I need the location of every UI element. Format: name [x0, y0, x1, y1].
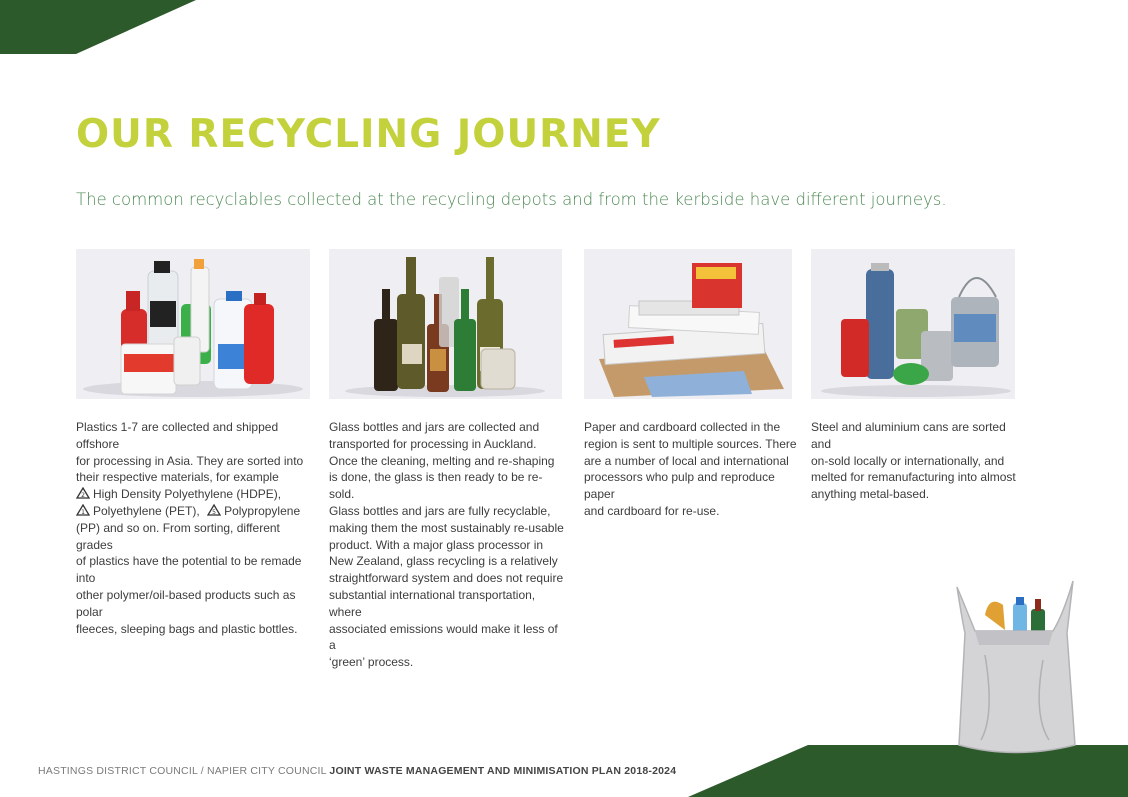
- plastics-line: fleeces, sleeping bags and plastic bottles.: [76, 621, 298, 636]
- plastic-bottles-photo: [76, 249, 310, 399]
- glass-line: straightforward system and does not require: [329, 571, 564, 586]
- plastics-line: for processing in Asia. They are sorted into: [76, 453, 304, 468]
- paper-line: are a number of local and international: [584, 453, 789, 468]
- svg-text:5: 5: [212, 508, 216, 516]
- cans-line: Steel and aluminium cans are sorted and: [811, 420, 1006, 451]
- svg-text:1: 1: [81, 508, 85, 516]
- glass-description: [329, 419, 565, 671]
- paper-cardboard-photo: [584, 249, 792, 399]
- shopping-bag-illustration: [945, 575, 1085, 760]
- plastics-pet-pp-line: [76, 503, 312, 520]
- paper-line: processors who pulp and reproduce paper: [584, 470, 775, 502]
- cans-line: melted for remanufacturing into almost: [811, 470, 1016, 485]
- paper-line: Paper and cardboard collected in the: [584, 420, 781, 434]
- glass-line: Once the cleaning, melting and re-shaping: [329, 453, 555, 468]
- page-subtitle: The common recyclables collected at the recycling depots and from the kerbside have different journeys.: [76, 190, 947, 209]
- plastics-hdpe-line: [76, 486, 312, 503]
- pet-label: Polyethylene (PET),: [93, 503, 200, 518]
- footer-plan-title: JOINT WASTE MANAGEMENT AND MINIMISATION PLAN 2018-2024: [329, 765, 677, 777]
- hdpe-label: High Density Polyethylene (HDPE),: [93, 487, 282, 502]
- glass-line: substantial international transportation, where: [329, 587, 536, 619]
- metal-cans-photo: [811, 249, 1015, 399]
- paper-line: and cardboard for re-use.: [584, 503, 720, 518]
- page-footer: [38, 765, 676, 777]
- paper-description: [584, 419, 799, 520]
- glass-bottles-photo: [329, 249, 562, 399]
- pp-label: Polypropylene: [224, 503, 301, 518]
- plastics-line: of plastics have the potential to be remade into: [76, 554, 302, 586]
- plastics-line: their respective materials, for example: [76, 470, 279, 485]
- svg-text:2: 2: [81, 492, 85, 500]
- plastics-description: [76, 419, 312, 637]
- glass-line: Glass bottles and jars are collected and: [329, 420, 540, 434]
- top-left-corner-band: [0, 0, 200, 54]
- glass-line: ‘green’ process.: [329, 655, 414, 670]
- plastics-line: (PP) and so on. From sorting, different grades: [76, 520, 280, 552]
- glass-line: is done, the glass is then ready to be re-sold.: [329, 470, 543, 502]
- glass-line: New Zealand, glass recycling is a relatively: [329, 554, 558, 569]
- plastics-line: Plastics 1-7 are collected and shipped offshore: [76, 420, 279, 451]
- cans-description: [811, 419, 1026, 503]
- recycling-triangle-icon: [207, 504, 221, 516]
- glass-line: making them the most sustainably re-usable: [329, 520, 564, 535]
- glass-line: product. With a major glass processor in: [329, 537, 544, 552]
- footer-org: HASTINGS DISTRICT COUNCIL / NAPIER CITY COUNCIL: [38, 765, 327, 777]
- glass-line: Glass bottles and jars are fully recyclable,: [329, 503, 551, 518]
- plastics-line: other polymer/oil-based products such as polar: [76, 587, 296, 619]
- recycling-triangle-icon: [76, 504, 90, 516]
- page-title: OUR RECYCLING JOURNEY: [76, 112, 661, 157]
- cans-line: on-sold locally or internationally, and: [811, 453, 1005, 468]
- paper-line: region is sent to multiple sources. There: [584, 436, 797, 451]
- cans-line: anything metal-based.: [811, 487, 930, 502]
- glass-line: associated emissions would make it less of a: [329, 621, 558, 653]
- recycling-triangle-icon: [76, 487, 90, 499]
- glass-line: transported for processing in Auckland.: [329, 436, 537, 451]
